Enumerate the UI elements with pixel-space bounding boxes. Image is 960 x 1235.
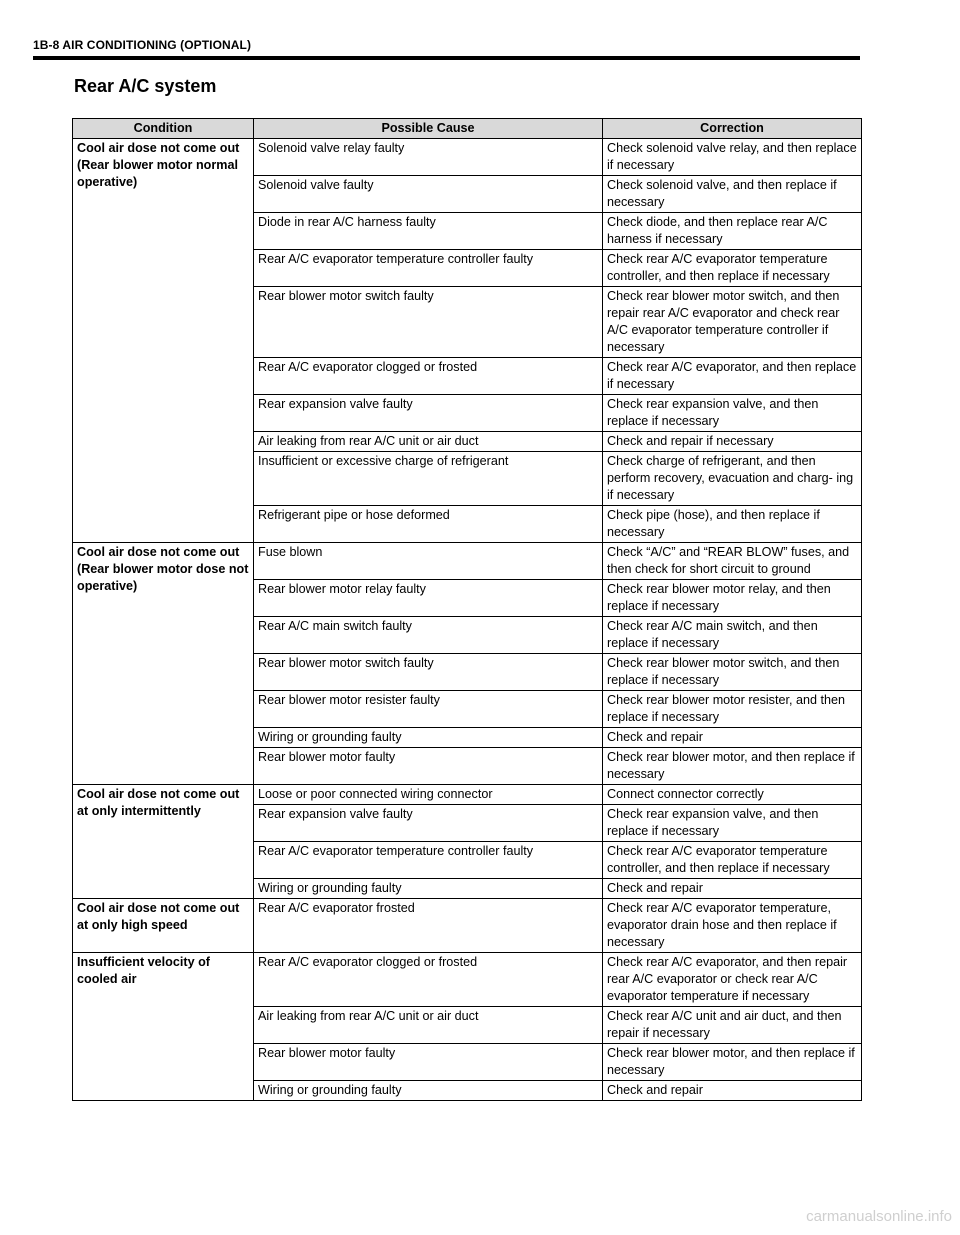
correction-cell: Check rear blower motor switch, and then repair rear A/C evaporator and check rear A/C evaporator temperature controller if necessary xyxy=(603,287,862,358)
table-row xyxy=(73,785,862,805)
table-header-row xyxy=(73,119,862,139)
correction-cell: Check pipe (hose), and then replace if necessary xyxy=(603,506,862,543)
correction-cell: Check and repair xyxy=(603,1081,862,1101)
troubleshooting-table xyxy=(72,118,862,1101)
condition-cell: Cool air dose not come out at only high speed xyxy=(73,899,254,953)
cause-cell: Rear A/C evaporator clogged or frosted xyxy=(254,358,603,395)
cause-cell: Rear blower motor switch faulty xyxy=(254,654,603,691)
cause-cell: Solenoid valve faulty xyxy=(254,176,603,213)
cause-cell: Rear expansion valve faulty xyxy=(254,395,603,432)
cause-cell: Rear expansion valve faulty xyxy=(254,805,603,842)
condition-cell: Insufficient velocity of cooled air xyxy=(73,953,254,1101)
cause-cell: Rear blower motor relay faulty xyxy=(254,580,603,617)
correction-cell: Check rear A/C evaporator, and then replace if necessary xyxy=(603,358,862,395)
correction-cell: Check “A/C” and “REAR BLOW” fuses, and then check for short circuit to ground xyxy=(603,543,862,580)
correction-cell: Check rear A/C main switch, and then replace if necessary xyxy=(603,617,862,654)
header-rule xyxy=(33,56,860,60)
cause-cell: Rear A/C evaporator frosted xyxy=(254,899,603,953)
correction-cell: Check and repair xyxy=(603,728,862,748)
watermark: carmanualsonline.info xyxy=(806,1208,952,1225)
cause-cell: Loose or poor connected wiring connector xyxy=(254,785,603,805)
cause-cell: Rear blower motor switch faulty xyxy=(254,287,603,358)
table-row xyxy=(73,899,862,953)
correction-cell: Check diode, and then replace rear A/C harness if necessary xyxy=(603,213,862,250)
correction-cell: Check rear blower motor relay, and then replace if necessary xyxy=(603,580,862,617)
correction-cell: Check rear blower motor, and then replace if necessary xyxy=(603,1044,862,1081)
correction-cell: Check solenoid valve relay, and then replace if necessary xyxy=(603,139,862,176)
cause-cell: Rear blower motor faulty xyxy=(254,748,603,785)
correction-cell: Check rear blower motor, and then replace if necessary xyxy=(603,748,862,785)
cause-cell: Solenoid valve relay faulty xyxy=(254,139,603,176)
correction-cell: Check rear A/C unit and air duct, and then repair if necessary xyxy=(603,1007,862,1044)
correction-cell: Check rear A/C evaporator, and then repair rear A/C evaporator or check rear A/C evaporator temperature if necessary xyxy=(603,953,862,1007)
cause-cell: Air leaking from rear A/C unit or air duct xyxy=(254,1007,603,1044)
cause-cell: Rear A/C evaporator temperature controller faulty xyxy=(254,250,603,287)
correction-cell: Check rear A/C evaporator temperature, evaporator drain hose and then replace if necessary xyxy=(603,899,862,953)
cause-cell: Diode in rear A/C harness faulty xyxy=(254,213,603,250)
cause-cell: Rear A/C main switch faulty xyxy=(254,617,603,654)
table-row xyxy=(73,139,862,176)
correction-cell: Check charge of refrigerant, and then perform recovery, evacuation and charg- ing if necessary xyxy=(603,452,862,506)
column-header-possible-cause: Possible Cause xyxy=(254,119,603,139)
correction-cell: Check rear expansion valve, and then replace if necessary xyxy=(603,395,862,432)
cause-cell: Rear blower motor faulty xyxy=(254,1044,603,1081)
section-title: Rear A/C system xyxy=(74,76,217,96)
page-header: 1B-8 AIR CONDITIONING (OPTIONAL) xyxy=(33,38,252,52)
table-body xyxy=(73,139,862,1101)
correction-cell: Connect connector correctly xyxy=(603,785,862,805)
correction-cell: Check rear A/C evaporator temperature controller, and then replace if necessary xyxy=(603,250,862,287)
correction-cell: Check and repair if necessary xyxy=(603,432,862,452)
table-row xyxy=(73,543,862,580)
column-header-condition: Condition xyxy=(73,119,254,139)
cause-cell: Rear A/C evaporator clogged or frosted xyxy=(254,953,603,1007)
cause-cell: Rear A/C evaporator temperature controller faulty xyxy=(254,842,603,879)
condition-cell: Cool air dose not come out (Rear blower motor dose not operative) xyxy=(73,543,254,785)
condition-cell: Cool air dose not come out at only intermittently xyxy=(73,785,254,899)
cause-cell: Wiring or grounding faulty xyxy=(254,1081,603,1101)
cause-cell: Rear blower motor resister faulty xyxy=(254,691,603,728)
cause-cell: Wiring or grounding faulty xyxy=(254,728,603,748)
cause-cell: Air leaking from rear A/C unit or air duct xyxy=(254,432,603,452)
cause-cell: Refrigerant pipe or hose deformed xyxy=(254,506,603,543)
correction-cell: Check rear A/C evaporator temperature controller, and then replace if necessary xyxy=(603,842,862,879)
cause-cell: Wiring or grounding faulty xyxy=(254,879,603,899)
correction-cell: Check solenoid valve, and then replace if necessary xyxy=(603,176,862,213)
column-header-correction: Correction xyxy=(603,119,862,139)
condition-cell: Cool air dose not come out (Rear blower motor normal operative) xyxy=(73,139,254,543)
table-row xyxy=(73,953,862,1007)
cause-cell: Fuse blown xyxy=(254,543,603,580)
correction-cell: Check rear expansion valve, and then replace if necessary xyxy=(603,805,862,842)
cause-cell: Insufficient or excessive charge of refrigerant xyxy=(254,452,603,506)
correction-cell: Check rear blower motor resister, and then replace if necessary xyxy=(603,691,862,728)
correction-cell: Check rear blower motor switch, and then replace if necessary xyxy=(603,654,862,691)
correction-cell: Check and repair xyxy=(603,879,862,899)
